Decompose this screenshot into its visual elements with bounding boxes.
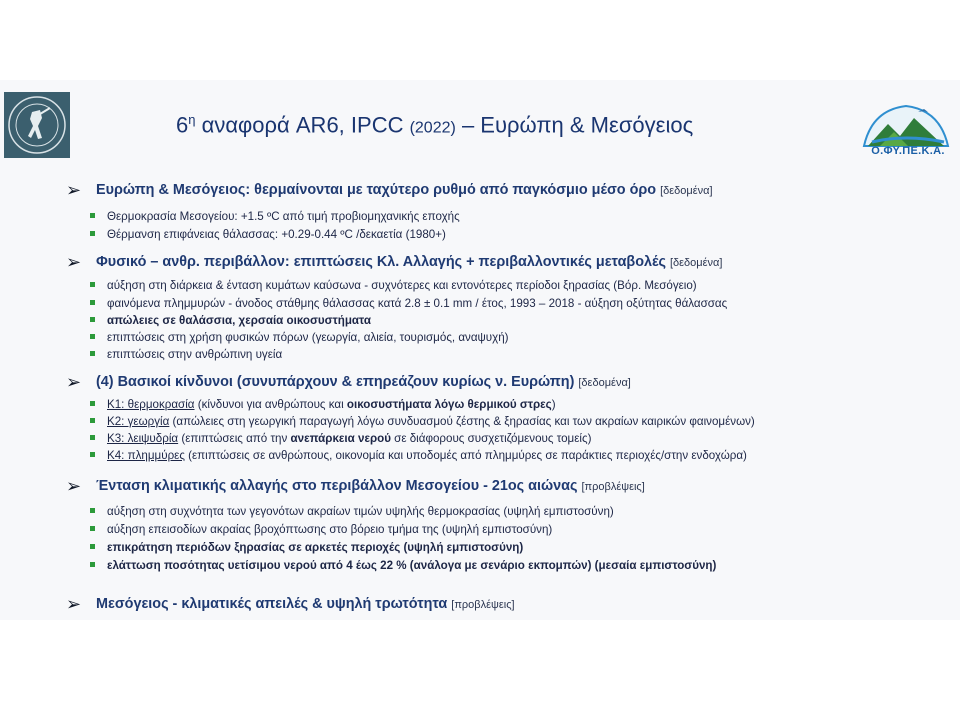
list-item: αύξηση στη διάρκεια & ένταση κυμάτων καύσωνα - συχνότερες και εντονότερες περίοδοι ξηρασίας (Βόρ. Μεσόγειο) bbox=[90, 279, 697, 292]
square-bullet-icon bbox=[90, 351, 95, 356]
section-heading-1: ➢ Ευρώπη & Μεσόγειος: θερμαίνονται με ταχύτερο ρυθμό από παγκόσμιο μέσο όρο [δεδομένα] bbox=[66, 180, 713, 200]
list-item: Κ4: πλημμύρες (επιπτώσεις σε ανθρώπους, οικονομία και υποδομές από πλημμύρες σε παράκτιες περιοχές/στην ενδοχώρα) bbox=[90, 449, 747, 462]
list-item: φαινόμενα πλημμυρών - άνοδος στάθμης θάλασσας κατά 2.8 ± 0.1 mm / έτος, 1993 – 2018 - αύξηση οξύτητας θάλασσας bbox=[90, 297, 727, 310]
arrow-bullet-icon: ➢ bbox=[66, 476, 82, 496]
arrow-bullet-icon: ➢ bbox=[66, 252, 82, 272]
arrow-bullet-icon: ➢ bbox=[66, 594, 82, 614]
slide-title: $6^\eta$ αναφορά AR6, IPCC (2022) – Ευρώπη & Μεσόγειος bbox=[176, 112, 694, 138]
square-bullet-icon bbox=[90, 418, 95, 423]
list-item: Θερμοκρασία Μεσογείου: +1.5 ºC από τιμή προβιομηχανικής εποχής bbox=[90, 210, 460, 223]
section-heading-2: ➢ Φυσικό – ανθρ. περιβάλλον: επιπτώσεις Κλ. Αλλαγής + περιβαλλοντικές μεταβολές [δεδομένα] bbox=[66, 252, 723, 272]
square-bullet-icon bbox=[90, 317, 95, 322]
section-heading-4: ➢ Ένταση κλιματικής αλλαγής στο περιβάλλον Μεσογείου - 21ος αιώνας [προβλέψεις] bbox=[66, 476, 645, 496]
list-item: επιπτώσεις στην ανθρώπινη υγεία bbox=[90, 348, 282, 361]
list-item: αύξηση επεισοδίων ακραίας βροχόπτωσης στο βόρειο τμήμα της (υψηλή εμπιστοσύνη) bbox=[90, 523, 552, 536]
square-bullet-icon bbox=[90, 401, 95, 406]
square-bullet-icon bbox=[90, 231, 95, 236]
list-item: ελάττωση ποσότητας υετίσιμου νερού από 4 έως 22 % (ανάλογα με σενάριο εκπομπών) (μεσαία εμπιστοσύνη) bbox=[90, 559, 716, 572]
square-bullet-icon bbox=[90, 526, 95, 531]
list-item: αύξηση στη συχνότητα των γεγονότων ακραίων τιμών υψηλής θερμοκρασίας (υψηλή εμπιστοσύνη) bbox=[90, 505, 614, 518]
square-bullet-icon bbox=[90, 282, 95, 287]
list-item: Κ1: θερμοκρασία (κίνδυνοι για ανθρώπους και οικοσυστήματα λόγω θερμικού στρες) bbox=[90, 398, 556, 411]
university-seal-logo bbox=[4, 92, 70, 158]
list-item: επικράτηση περιόδων ξηρασίας σε αρκετές περιοχές (υψηλή εμπιστοσύνη) bbox=[90, 541, 523, 554]
ofypeka-logo-text: Ο.ΦΥ.ΠΕ.Κ.Α. bbox=[871, 145, 945, 157]
square-bullet-icon bbox=[90, 562, 95, 567]
square-bullet-icon bbox=[90, 213, 95, 218]
square-bullet-icon bbox=[90, 300, 95, 305]
square-bullet-icon bbox=[90, 544, 95, 549]
list-item: απώλειες σε θαλάσσια, χερσαία οικοσυστήματα bbox=[90, 314, 371, 327]
list-item: Θέρμανση επιφάνειας θάλασσας: +0.29-0.44 ºC /δεκαετία (1980+) bbox=[90, 228, 446, 241]
section-heading-5: ➢ Μεσόγειος - κλιματικές απειλές & υψηλή τρωτότητα [προβλέψεις] bbox=[66, 594, 515, 614]
list-item: επιπτώσεις στη χρήση φυσικών πόρων (γεωργία, αλιεία, τουρισμός, αναψυχή) bbox=[90, 331, 509, 344]
square-bullet-icon bbox=[90, 508, 95, 513]
arrow-bullet-icon: ➢ bbox=[66, 180, 82, 200]
square-bullet-icon bbox=[90, 334, 95, 339]
square-bullet-icon bbox=[90, 435, 95, 440]
list-item: Κ2: γεωργία (απώλειες στη γεωργική παραγωγή λόγω συνδυασμού ζέστης & ξηρασίας και των ακραίων καιρικών φαινομένων) bbox=[90, 415, 755, 428]
section-heading-3: ➢ (4) Βασικοί κίνδυνοι (συνυπάρχουν & επηρεάζουν κυρίως ν. Ευρώπη) [δεδομένα] bbox=[66, 372, 631, 392]
square-bullet-icon bbox=[90, 452, 95, 457]
list-item: Κ3: λειψυδρία (επιπτώσεις από την ανεπάρκεια νερού σε διάφορους συσχετιζόμενους τομείς) bbox=[90, 432, 591, 445]
arrow-bullet-icon: ➢ bbox=[66, 372, 82, 392]
